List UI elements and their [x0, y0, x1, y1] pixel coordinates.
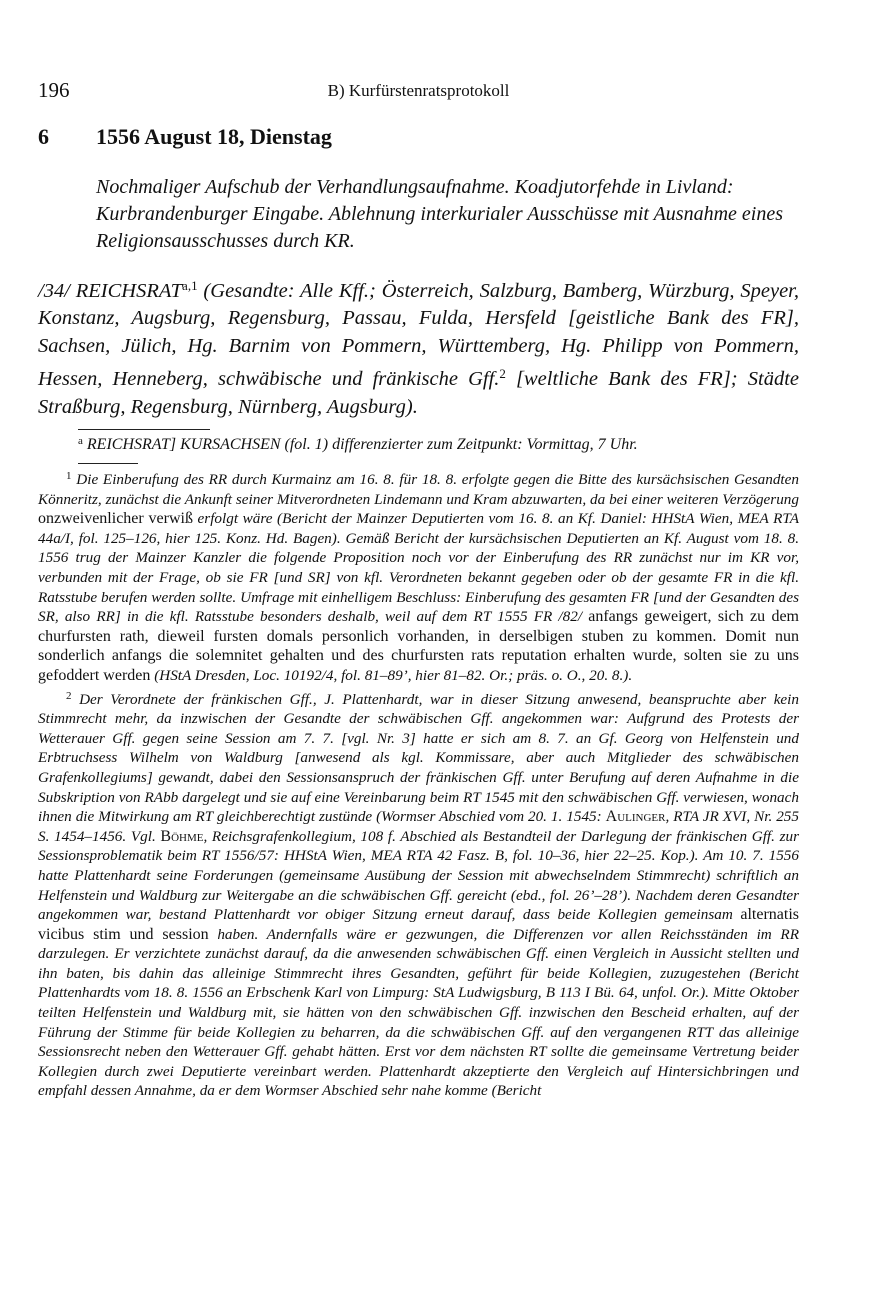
footnote-1-text: Die Einberufung des RR durch Kurmainz am 16. 8. für 18. 8. erfolgte gegen die Bitte des kursächsischen Gesandten Könneritz, zunächst die Ankunft seiner Mitverordneten Lindemann und Kram abzuwarten, da bei einer weiteren Verzögerung [38, 471, 799, 508]
footnote-1-quote-long: anfangs geweigert, sich zu dem churfursten rath, dieweil fursten domals personlich vorhanden, in derselbigen stuben zu kommen. Domit nun sonderlich anfangs die solemnitet gehalten und des churfursten rats reputation erhalten wurde, solten sie zu uns gefoddert werden [38, 608, 799, 684]
footnote-1-source: (HStA Dresden, Loc. 10192/4, fol. 81–89’, hier 81–82. Or.; präs. o. O., 20. 8.). [150, 666, 633, 684]
footnote-2-author-aulinger: Aulinger [605, 808, 666, 826]
page-number: 196 [38, 78, 70, 102]
textual-note-rule [78, 429, 210, 430]
note-a-text: REICHSRAT] KURSACHSEN (fol. 1) differenzierter zum Zeitpunkt: Vormittag, 7 Uhr. [82, 436, 638, 454]
footnote-1-quote: onzweivenlicher verwiß [38, 510, 193, 528]
footnote-1 [38, 467, 799, 686]
footnote-2-quote: alternatis vicibus stim und session [38, 906, 799, 943]
reichsrat-paragraph [38, 272, 799, 421]
document-number: 6 [38, 124, 49, 149]
footnote-2 [38, 687, 799, 1101]
footnote-1-text-cont: erfolgt wäre (Bericht der Mainzer Deputierten vom 16. 8. an Kf. Daniel: HHStA Wien, MEA RTA 44a/I, fol. 125–126, hier 125. Konz. Hd. Bagen). Gemäß Bericht der kursächsischen Deputierten an Kf. August vom 18. 8. 1556 trug der Mainzer Kanzler die folgende Proposition noch vor der Einberufung des RR zunächst nur im KR vor, verbunden mit der Frage, ob sie FR [und SR] von kfl. Verordneten bekannt gegeben oder ob der gesamte FR in die kfl. Ratsstube berufen werden sollte. Umfrage mit einhelligem Beschluss: Einberufung des gesamten FR [und der Gesandten des SR, also RR] in die kfl. Ratsstube besonders deshalb, weil auf dem RT 1555 FR /82/ [38, 510, 799, 626]
footnote-2-text-cont: , RTA JR XVI, Nr. 255 S. 1454–1456. Vgl. [38, 808, 799, 845]
document-date: 1556 August 18, Dienstag [96, 124, 332, 149]
footnote-2-text-cont3: haben. Andernfalls wäre er gezwungen, die Differenzen vor allen Reichsständen im RR darzulegen. Er verzichtete zunächst darauf, da die anwesenden schwäbischen Gff. einen Vergleich in Aussicht stellten und ihn baten, bis dahin das alleinige Stimmrecht ihres Gesandten, geführt für beide Kollegien, zuzugestehen (Bericht Plattenhardts vom 18. 8. 1556 an Erbschenk Karl von Limpurg: StA Ludwigsburg, B 113 I Bü. 64, unfol. Or.). Mitte Oktober teilten Helfenstein und Waldburg mit, sie hätten von den schwäbischen Gff. inzwischen den Bescheid erhalten, auf der Führung der Stimme für beide Kollegien zu beharren, da die schwäbischen Gff. auf den vergangenen RTT das alleinige Sessionsrecht neben den Wetterauer Gff. gehabt hätten. Erst vor dem nächsten RT sollte die gemeinsame Vertretung beider Kollegien durch zwei Deputierte vereinbart werden. Plattenhardt akzeptierte den Vergleich auf Hintersichbringen und empfahl dessen Annahme, da er dem Wormser Abschied sehr nahe komme (Bericht [38, 925, 799, 1100]
reichsrat-prefix: /34/ REICHSRAT [38, 280, 183, 302]
textual-note-a [78, 431, 799, 455]
reichsrat-note-marker: a,1 [182, 278, 198, 293]
footnote-2-marker: 2 [66, 689, 72, 702]
footnote-2-author-boehme: Böhme [160, 827, 204, 845]
footnote-2-text: Der Verordnete der fränkischen Gff., J. Plattenhardt, war in dieser Sitzung anwesend, beanspruchte aber kein Stimmrecht mehr, da inzwischen der Gesandte der schwäbischen Gff. angekommen war: Aufgrund des Protests der Wetterauer Gff. gegen seine Session am 7. 7. [vgl. Nr. 3] hatte er sich am 8. 7. an Gf. Georg von Helfenstein und Erbtruchsess Wilhelm von Waldburg [anwesend als kgl. Kommissare, aber auch Mitglieder des schwäbischen Grafenkollegiums] gewandt, dabei den Sessionsanspruch der fränkischen Gff. unter Berufung auf deren Aufnahme in die Subskription von RAbb dargelegt und sie auf eine Vereinbarung beim RT 1545 mit den schwäbischen Gff. verwiesen, wonach ihnen die Mitwirkung am RT gleichberechtigt zustünde (Wormser Abschied vom 20. 1. 1545: [38, 690, 799, 826]
footnotes [38, 467, 799, 1101]
reichsrat-footnote-marker-2: 2 [499, 366, 506, 382]
running-head [38, 78, 799, 108]
reichsrat-attendees: (Gesandte: Alle Kff.; Österreich, Salzburg, Bamberg, Würzburg, Speyer, Konstanz, Augsburg, Regensburg, Passau, Fulda, Hersfeld [geistliche Bank des FR], Sachsen, Jülich, Hg. Barnim von Pommern, Württemberg, Hg. Philipp von Pommern, Hessen, Henneberg, schwäbische und fränkische Gff. [38, 280, 800, 391]
running-title: B) Kurfürstenratsprotokoll [327, 81, 510, 100]
note-a-marker: a [78, 435, 83, 448]
footnote-2-text-cont2: , Reichsgrafenkollegium, 108 f. Abschied als Bestandteil der Darlegung der fränkischen Gff. zur Sessionsproblematik beim RT 1556/57: HHStA Wien, MEA RTA 42 Fasz. B, fol. 10–36, hier 22–25. Kop.). Am 10. 7. 1556 hatte Plattenhardt seine Forderungen (gemeinsame Ausübung der Session mit abwechselndem Stimmrecht) schriftlich an Helfenstein und Waldburg zur Weitergabe an die schwäbischen Gff. gereicht (ebd., fol. 26’–28’). Nachdem deren Gesandter angekommen war, bestand Plattenhardt vor obiger Sitzung erneut darauf, dass beide Kollegien gemeinsam [38, 827, 800, 924]
footnote-1-marker: 1 [66, 470, 72, 483]
reichsrat-attendees-cont: [weltliche Bank des FR]; Städte Straßburg, Regensburg, Nürnberg, Augsburg). [38, 368, 799, 418]
footnote-rule [78, 463, 138, 464]
document-summary: Nochmaliger Aufschub der Verhandlungsaufnahme. Koadjutorfehde in Livland: Kurbrandenburger Eingabe. Ablehnung interkurialer Ausschüsse mit Ausnahme eines Religionsausschusses durch KR. [96, 176, 783, 252]
document-heading [38, 124, 799, 150]
